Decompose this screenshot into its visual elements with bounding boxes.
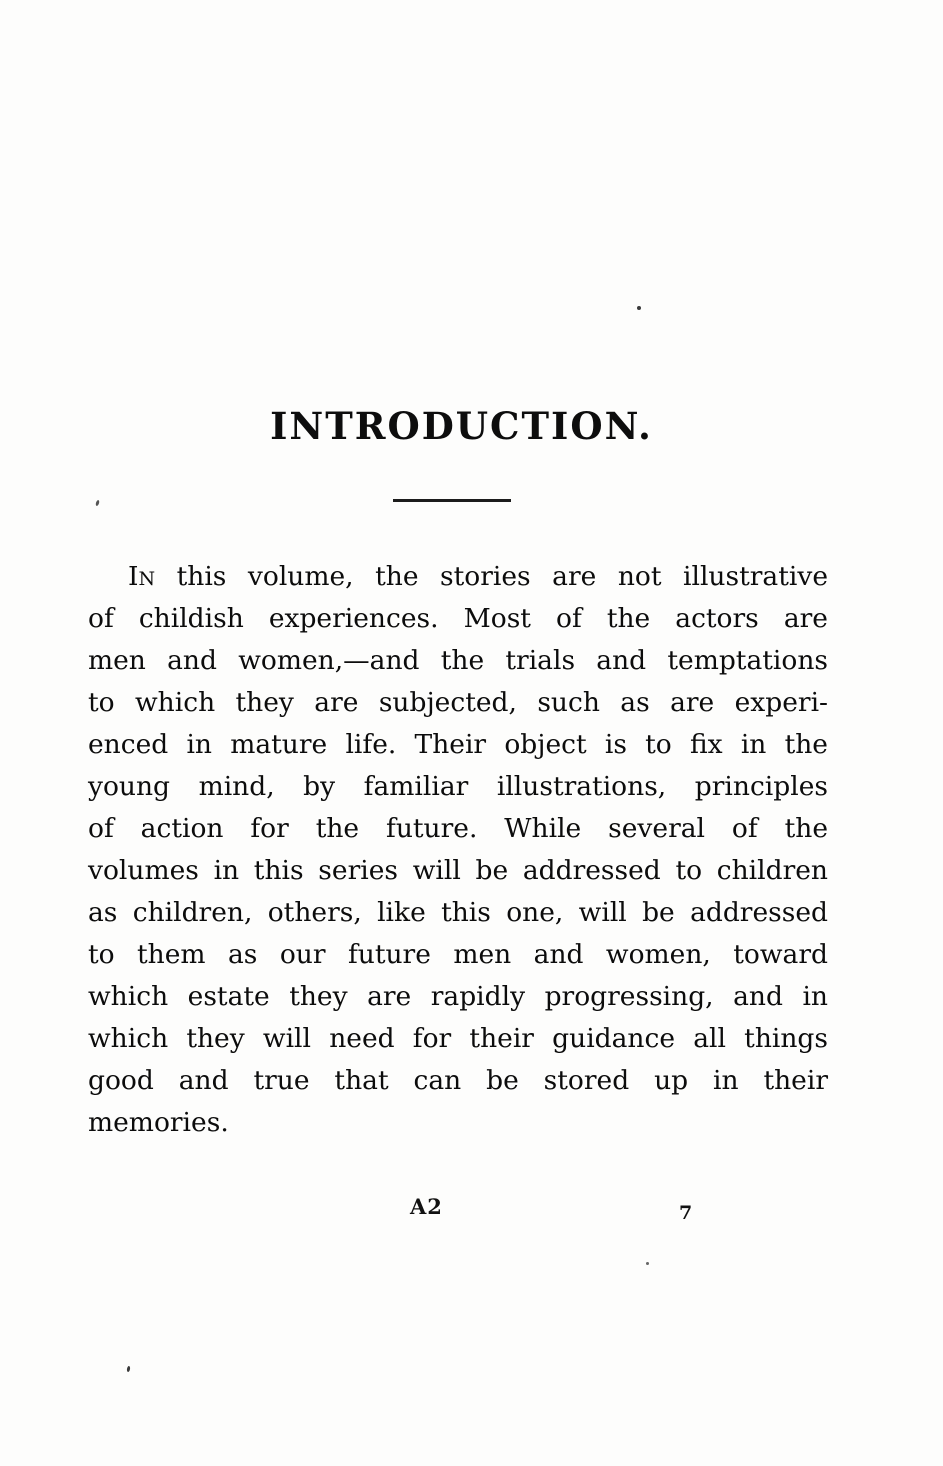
paragraph-line: which they will need for their guidance all things	[88, 1023, 828, 1054]
signature-mark: A2	[410, 1194, 443, 1219]
paragraph-line: In this volume, the stories are not illustrative	[128, 561, 828, 592]
paragraph-line: enced in mature life. Their object is to fix in the	[88, 729, 828, 760]
scan-speck	[95, 500, 100, 507]
paragraph-line: to them as our future men and women, toward	[88, 939, 828, 970]
paragraph-line: which estate they are rapidly progressing, and in	[88, 981, 828, 1012]
paragraph-line: as children, others, like this one, will be addressed	[88, 897, 828, 928]
chapter-heading: INTRODUCTION.	[270, 404, 653, 448]
scan-speck	[637, 306, 641, 310]
paragraph-line: of childish experiences. Most of the actors are	[88, 603, 828, 634]
paragraph-line: good and true that can be stored up in their	[88, 1065, 828, 1096]
paragraph-line: to which they are subjected, such as are experi-	[88, 687, 828, 718]
scan-speck	[127, 1366, 131, 1372]
paragraph-line: men and women,—and the trials and temptations	[88, 645, 828, 676]
heading-divider	[393, 499, 511, 502]
paragraph-line: of action for the future. While several of the	[88, 813, 828, 844]
page-number: 7	[679, 1202, 693, 1224]
paragraph-line: volumes in this series will be addressed to children	[88, 855, 828, 886]
paragraph-line: memories.	[88, 1107, 229, 1138]
scan-speck	[646, 1262, 649, 1265]
smallcaps-lead-word: In	[128, 561, 156, 592]
paragraph-line: young mind, by familiar illustrations, principles	[88, 771, 828, 802]
introduction-paragraph	[88, 556, 828, 1144]
